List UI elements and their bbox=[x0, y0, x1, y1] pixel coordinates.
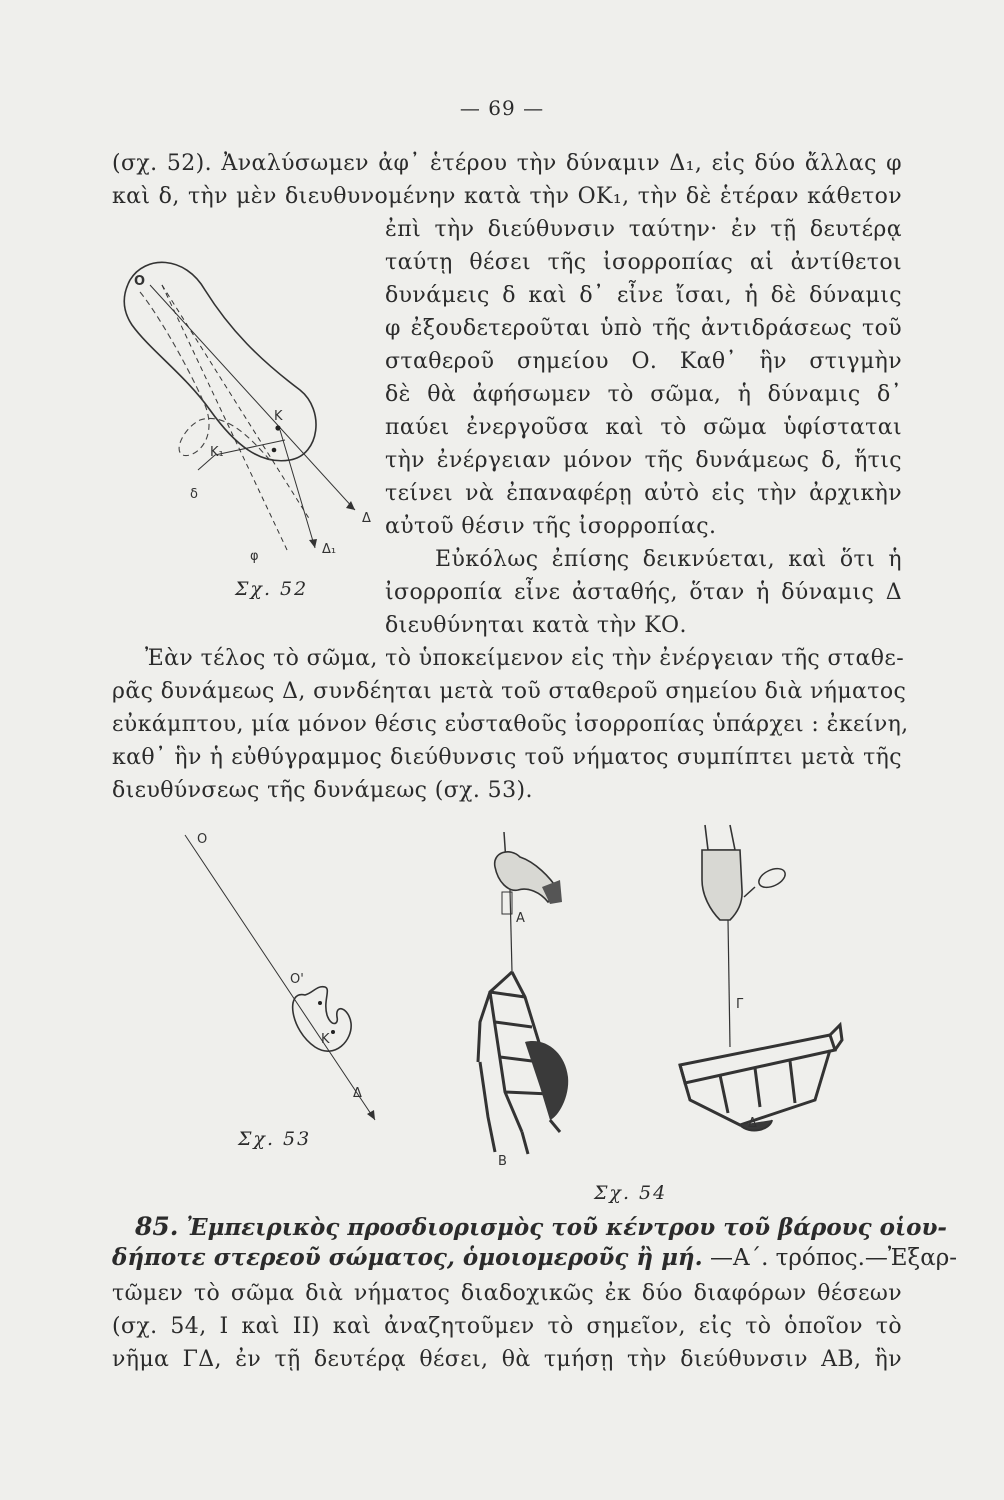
section-title-line1: Ἐμπειρικὸς προσδιορισμὸς τοῦ κέντρου τοῦ βάρους οἱου- bbox=[186, 1214, 947, 1241]
figure-52 bbox=[110, 250, 380, 580]
figure-54-chair-2 bbox=[660, 825, 845, 1145]
text-line: φ ἐξουδετεροῦται ὑπὸ τῆς ἀντιδράσεως τοῦ bbox=[385, 316, 902, 341]
text-line: ρᾶς δυνάμεως Δ, συνδέηται μετὰ τοῦ σταθεροῦ σημείου διὰ νήματος bbox=[112, 679, 907, 704]
text-line: ἰσορροπία εἶνε ἀσταθής, ὅταν ἡ δύναμις Δ bbox=[385, 580, 902, 605]
text-line: διευθύνσεως τῆς δυνάμεως (σχ. 53). bbox=[112, 778, 533, 803]
text-line: δὲ θὰ ἀφήσωμεν τὸ σῶμα, ἡ δύναμις δ᾽ bbox=[385, 382, 902, 407]
label-Delta: Δ bbox=[748, 1116, 757, 1131]
label-Delta: Δ bbox=[353, 1086, 362, 1101]
section-title-line2: δήποτε στερεοῦ σώματος, ὁμοιομεροῦς ἢ μή. bbox=[112, 1244, 703, 1271]
text-line: καθ᾽ ἣν ἡ εὐθύγραμμος διεύθυνσις τοῦ νήματος συμπίπτει μετὰ τῆς bbox=[112, 745, 902, 770]
section-heading bbox=[135, 1212, 947, 1241]
label-K1: K₁ bbox=[210, 445, 224, 460]
label-O-prime: O' bbox=[290, 972, 304, 987]
figure-54-chair-1 bbox=[450, 832, 600, 1167]
text-line: παύει ἐνεργοῦσα καὶ τὸ σῶμα ὑφίσταται bbox=[385, 415, 902, 440]
label-Delta: Δ bbox=[362, 511, 371, 526]
label-Gamma: Γ bbox=[736, 997, 744, 1012]
text-line: εὐκάμπτου, μία μόνον θέσις εὐσταθοῦς ἰσορροπίας ὑπάρχει : ἐκείνη, bbox=[112, 712, 909, 737]
section-heading-line2 bbox=[112, 1244, 957, 1271]
text-line: (σχ. 54, Ι καὶ ΙΙ) καὶ ἀναζητοῦμεν τὸ σημεῖον, εἰς τὸ ὁποῖον τὸ bbox=[112, 1314, 902, 1339]
text-line: τὴν ἐνέργειαν μόνον τῆς δυνάμεως δ, ἥτις bbox=[385, 448, 902, 473]
label-B: B bbox=[498, 1154, 507, 1169]
page-number: — 69 — bbox=[459, 96, 545, 120]
text-line: δυνάμεις δ καὶ δ᾽ εἶνε ἴσαι, ἡ δὲ δύναμις bbox=[385, 283, 902, 308]
label-phi: φ bbox=[250, 549, 259, 564]
figure-53 bbox=[175, 825, 405, 1135]
text-line: Ἐὰν τέλος τὸ σῶμα, τὸ ὑποκείμενον εἰς τὴν ἐνέργειαν τῆς σταθε- bbox=[145, 646, 905, 671]
label-O: O bbox=[197, 832, 208, 847]
text-line: τῶμεν τὸ σῶμα διὰ νήματος διαδοχικῶς ἐκ δύο διαφόρων θέσεων bbox=[112, 1281, 902, 1306]
label-O: O bbox=[134, 274, 146, 289]
text-line: αὐτοῦ θέσιν τῆς ἰσορροπίας. bbox=[385, 514, 717, 539]
figure-54-caption: Σχ. 54 bbox=[594, 1182, 668, 1204]
text-line: ταύτῃ θέσει τῆς ἰσορροπίας αἱ ἀντίθετοι bbox=[385, 250, 902, 275]
text-line: διευθύνηται κατὰ τὴν ΚΟ. bbox=[385, 613, 687, 638]
text-line: (σχ. 52). Ἀναλύσωμεν ἀφ᾽ ἑτέρου τὴν δύναμιν Δ₁, εἰς δύο ἄλλας φ bbox=[112, 151, 902, 176]
label-delta: δ bbox=[190, 487, 198, 502]
text-line: ἐπὶ τὴν διεύθυνσιν ταύτην· ἐν τῇ δευτέρᾳ bbox=[385, 217, 902, 242]
label-Delta1: Δ₁ bbox=[322, 542, 337, 557]
label-A: A bbox=[516, 911, 525, 926]
text-line: νῆμα ΓΔ, ἐν τῇ δευτέρᾳ θέσει, θὰ τμήσῃ τὴν διεύθυνσιν ΑΒ, ἣν bbox=[112, 1347, 902, 1372]
figure-52-caption: Σχ. 52 bbox=[235, 578, 309, 600]
text-line: τείνει νὰ ἐπαναφέρῃ αὐτὸ εἰς τὴν ἀρχικὴν bbox=[385, 481, 902, 506]
label-K: K bbox=[321, 1032, 330, 1047]
text-line: Εὐκόλως ἐπίσης δεικνύεται, καὶ ὅτι ἡ bbox=[435, 547, 902, 572]
section-method: —Α΄. τρόπος.—Ἐξαρ- bbox=[709, 1245, 958, 1271]
text-line: καὶ δ, τὴν μὲν διευθυνομένην κατὰ τὴν ΟΚ₁, τὴν δὲ ἑτέραν κάθετον bbox=[112, 184, 902, 209]
label-K: K bbox=[274, 409, 283, 424]
section-number: 85. bbox=[135, 1212, 179, 1241]
text-line: σταθεροῦ σημείου Ο. Καθ᾽ ἣν στιγμὴν bbox=[385, 349, 902, 374]
figure-53-caption: Σχ. 53 bbox=[238, 1128, 312, 1150]
